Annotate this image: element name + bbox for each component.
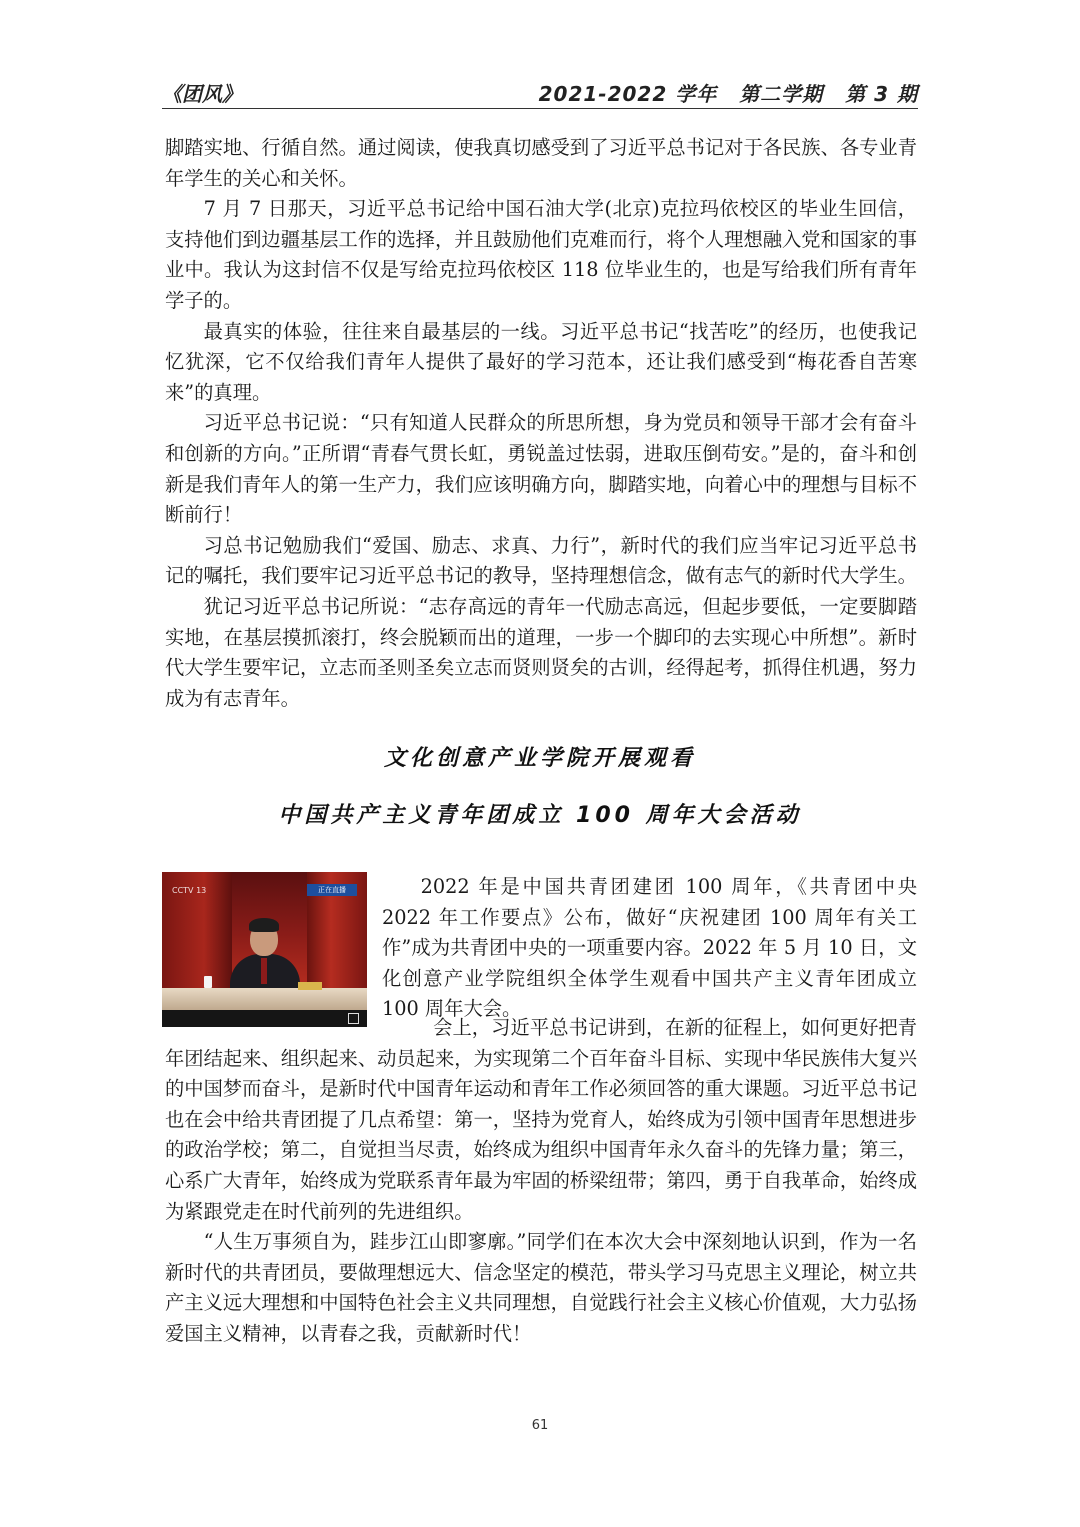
- article-title-line-1: 文化创意产业学院开展观看: [383, 746, 696, 771]
- paragraph: “人生万事须自为，跬步江山即寥廓。”同学们在本次大会中深刻地认识到，作为一名新时代的共青团员，要做理想远大、信念坚定的模范，带头学习马克思主义理论，树立共产主义远大理想和中国特色社会主义共同理想，自觉践行社会主义核心价值观，大力弘扬爱国主义精神，以青春之我，贡献新时代！: [165, 1230, 917, 1345]
- semester: 第二学期: [739, 82, 824, 106]
- paragraph: 犹记习近平总书记所说：“志存高远的青年一代励志高远，但起步要低，一定要脚踏实地，在基层摸抓滚打，终会脱颖而出的道理，一步一个脚印的去实现心中所想”。新时代大学生要牢记，立志而圣则圣矣立志而贤则贤矣的古训，经得起考，抓得住机遇，努力成为有志青年。: [165, 594, 917, 710]
- previous-article-text: [165, 133, 917, 714]
- journal-name: 《团风》: [162, 82, 242, 106]
- channel-logo: CCTV 13: [172, 886, 207, 895]
- page-number: 61: [531, 1418, 549, 1433]
- article-intro-beside-photo: [382, 872, 917, 1025]
- paragraph: 习总书记勉励我们“爱国、励志、求真、力行”，新时代的我们应当牢记习近平总书记的嘱托，我们要牢记习近平总书记的教导，坚持理想信念，做有志气的新时代大学生。: [165, 533, 917, 588]
- issue-info: [525, 78, 918, 107]
- academic-year: 2021-2022 学年: [538, 82, 718, 106]
- speaker-hair: [249, 918, 279, 932]
- paragraph-text: 会上，习近平总书记讲到，在新的征程上，如何更好把青年团结起来、组织起来、动员起来，为实现第二个百年奋斗目标、实现中华民族伟大复兴的中国梦而奋斗，是新时代中国青年运动和青年工作必须回答的重大课题。习近平总书记也在会中给共青团提了几点希望：第一，坚持为党育人，始终成为引领中国青年思想进步的政治学校；第二，自觉担当尽责，始终成为组织中国青年永久奋斗的先锋力量；第三，心系广大青年，始终成为党联系青年最为牢固的桥梁纽带；第四，勇于自我革命，始终成为紧跟党走在时代前列的先进组织。: [165, 1016, 917, 1223]
- speaker-tie: [261, 958, 267, 984]
- article-title-line-2: 中国共产主义青年团成立 100 周年大会活动: [278, 803, 802, 828]
- issue-number: 第 3 期: [845, 82, 918, 106]
- paragraph: 最真实的体验，往往来自最基层的一线。习近平总书记“找苦吃”的经历，也使我记忆犹深，它不仅给我们青年人提供了最好的学习范本，还让我们感受到“梅花香自苦寒来”的真理。: [165, 319, 917, 404]
- paragraph: 习近平总书记说：“只有知道人民群众的所思所想，身为党员和领导干部才会有奋斗和创新的方向。”正所谓“青春气贯长虹，勇锐盖过怯弱，进取压倒苟安。”是的，奋斗和创新是我们青年人的第一生产力，我们应该明确方向，脚踏实地，向着心中的理想与目标不断前行！: [165, 411, 917, 527]
- paragraph: 7 月 7 日那天，习近平总书记给中国石油大学(北京)克拉玛依校区的毕业生回信，支持他们到边疆基层工作的选择，并且鼓励他们克难而行，将个人理想融入党和国家的事业中。我认为这封信不仅是写给克拉玛依校区 118 位毕业生的，也是写给我们所有青年学子的。: [165, 197, 917, 312]
- article-body: [165, 1013, 917, 1350]
- podium-desk: [162, 988, 367, 1010]
- paragraph: 2022 年是中国共青团建团 100 周年，《共青团中央 2022 年工作要点》公布，做好“庆祝建团 100 周年有关工作”成为共青团中央的一项重要内容。2022 年 5 月 10 日，文化创意产业学院组织全体学生观看中国共产主义青年团成立 100 周年大会。: [382, 875, 917, 1021]
- paragraph: [165, 1013, 917, 1227]
- event-photo: [162, 872, 367, 1027]
- tea-cup: [204, 976, 212, 988]
- paragraph: 脚踏实地、行循自然。通过阅读，使我真切感受到了习近平总书记对于各民族、各专业青年学生的关心和关怀。: [165, 136, 917, 190]
- running-header: [162, 78, 918, 109]
- live-badge: 正在直播: [307, 884, 357, 896]
- nameplate: [298, 982, 322, 990]
